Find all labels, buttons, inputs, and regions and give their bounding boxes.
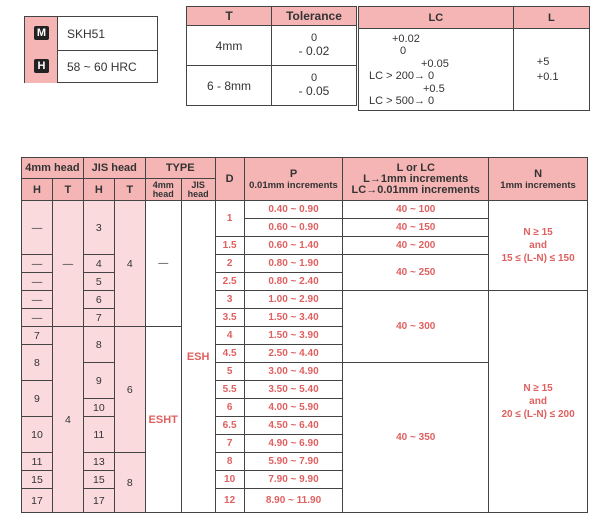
n-line: 15 ≤ (L-N) ≤ 150 xyxy=(501,253,575,264)
n-line: N ≥ 15 xyxy=(523,383,553,394)
l-sub2: LC→0.01mm increments xyxy=(351,183,480,196)
t4-cell: — xyxy=(52,201,83,327)
type-jis-cell: ESH xyxy=(181,201,215,513)
p-cell: 0.60 ~ 1.40 xyxy=(244,237,343,255)
length-tolerance-table xyxy=(358,6,590,111)
header-type-4mm: 4mm head xyxy=(145,179,181,201)
p-cell: 8.90 ~ 11.90 xyxy=(244,489,343,513)
n-line: 20 ≤ (L-N) ≤ 200 xyxy=(501,409,575,420)
d-cell: 8 xyxy=(215,453,244,471)
p-sub: 0.01mm increments xyxy=(249,179,338,191)
l-cell: 40 ~ 200 xyxy=(343,237,489,255)
material-value: SKH51 xyxy=(67,27,106,41)
t4-cell: 4 xyxy=(52,327,83,513)
type-4mm-cell: ESHT xyxy=(145,327,181,513)
l-lower: +0.1 xyxy=(536,71,559,83)
d-cell: 4 xyxy=(215,327,244,345)
table-row xyxy=(187,26,357,66)
p-cell: 0.60 ~ 0.90 xyxy=(244,219,343,237)
h4-cell: 10 xyxy=(22,417,53,453)
badge-cell xyxy=(25,50,58,83)
table-row xyxy=(187,66,357,106)
upper-tol: 0 xyxy=(310,32,318,44)
hj-cell: 17 xyxy=(83,489,114,513)
n-line: and xyxy=(529,396,547,407)
tj-cell: 6 xyxy=(114,327,145,453)
hardness-icon: H xyxy=(34,59,49,73)
d-cell: 3 xyxy=(215,291,244,309)
p-cell: 0.80 ~ 1.90 xyxy=(244,255,343,273)
n-line: and xyxy=(529,240,547,251)
h4-cell: — xyxy=(22,273,53,291)
p-cell: 5.90 ~ 7.90 xyxy=(244,453,343,471)
header-d: D xyxy=(215,158,244,201)
t-value: 4mm xyxy=(187,26,272,66)
lc500-upper: +0.5 xyxy=(423,83,445,95)
d-cell: 3.5 xyxy=(215,309,244,327)
d-cell: 4.5 xyxy=(215,345,244,363)
p-cell: 1.50 ~ 3.40 xyxy=(244,309,343,327)
table-row xyxy=(22,291,588,309)
l-cell: 40 ~ 300 xyxy=(343,291,489,363)
h4-cell: — xyxy=(22,201,53,255)
hj-cell: 8 xyxy=(83,327,114,363)
h4-cell: — xyxy=(22,291,53,309)
d-cell: 5.5 xyxy=(215,381,244,399)
n-sub: 1mm increments xyxy=(500,179,576,191)
lower-tol: - 0.05 xyxy=(298,84,330,98)
d-cell: 1 xyxy=(215,201,244,237)
material-row xyxy=(25,17,157,51)
d-cell: 1.5 xyxy=(215,237,244,255)
header-jis-t: T xyxy=(114,179,145,201)
material-icon: M xyxy=(34,26,49,40)
hj-cell: 6 xyxy=(83,291,114,309)
d-cell: 6 xyxy=(215,399,244,417)
d-cell: 5 xyxy=(215,363,244,381)
lc200-lower: LC > 200→ 0 xyxy=(369,70,435,82)
header-l: L xyxy=(513,7,589,29)
hj-cell: 3 xyxy=(83,201,114,255)
hj-cell: 15 xyxy=(83,471,114,489)
l-sub1: L→1mm increments xyxy=(363,172,469,185)
p-cell: 3.50 ~ 5.40 xyxy=(244,381,343,399)
hj-cell: 7 xyxy=(83,309,114,327)
hj-cell: 11 xyxy=(83,417,114,453)
header-lc: LC xyxy=(359,7,514,29)
l-title: L or LC xyxy=(396,161,435,174)
d-cell: 6.5 xyxy=(215,417,244,435)
h4-cell: 7 xyxy=(22,327,53,345)
lc-lower: 0 xyxy=(400,45,407,57)
d-cell: 12 xyxy=(215,489,244,513)
h4-cell: — xyxy=(22,255,53,273)
n-cell xyxy=(489,201,588,291)
l-cell: 40 ~ 250 xyxy=(343,255,489,291)
tolerance-value xyxy=(272,66,357,106)
hj-cell: 9 xyxy=(83,363,114,399)
p-cell: 4.50 ~ 6.40 xyxy=(244,417,343,435)
header-t: T xyxy=(187,7,272,26)
h4-cell: 8 xyxy=(22,345,53,381)
p-title: P xyxy=(289,167,298,180)
h4-cell: 11 xyxy=(22,453,53,471)
d-cell: 10 xyxy=(215,471,244,489)
hj-cell: 4 xyxy=(83,255,114,273)
header-4mm-t: T xyxy=(52,179,83,201)
d-cell: 2.5 xyxy=(215,273,244,291)
l-cell: 40 ~ 100 xyxy=(343,201,489,219)
tolerance-value xyxy=(272,26,357,66)
p-cell: 0.40 ~ 0.90 xyxy=(244,201,343,219)
p-cell: 1.00 ~ 2.90 xyxy=(244,291,343,309)
tj-cell: 8 xyxy=(114,453,145,513)
header-n xyxy=(489,158,588,201)
p-cell: 4.00 ~ 5.90 xyxy=(244,399,343,417)
lc-upper: +0.02 xyxy=(392,33,420,45)
p-cell: 1.50 ~ 3.90 xyxy=(244,327,343,345)
t-value: 6 - 8mm xyxy=(187,66,272,106)
d-cell: 7 xyxy=(215,435,244,453)
header-p xyxy=(244,158,343,201)
upper-tol: 0 xyxy=(310,72,318,84)
l-cell: 40 ~ 150 xyxy=(343,219,489,237)
h4-cell: 17 xyxy=(22,489,53,513)
header-4mm-head: 4mm head xyxy=(22,158,84,179)
lc500-lower: LC > 500→ 0 xyxy=(369,95,435,107)
header-jis-h: H xyxy=(83,179,114,201)
header-jis-head: JIS head xyxy=(83,158,145,179)
p-cell: 3.00 ~ 4.90 xyxy=(244,363,343,381)
p-cell: 4.90 ~ 6.90 xyxy=(244,435,343,453)
l-tolerance xyxy=(513,29,589,111)
l-upper: +5 xyxy=(536,56,550,68)
material-spec-box xyxy=(24,16,158,83)
d-cell: 2 xyxy=(215,255,244,273)
p-cell: 7.90 ~ 9.90 xyxy=(244,471,343,489)
header-type: TYPE xyxy=(145,158,215,179)
n-line: N ≥ 15 xyxy=(523,227,553,238)
table-row xyxy=(22,201,588,219)
p-cell: 0.80 ~ 2.40 xyxy=(244,273,343,291)
header-type-jis: JIS head xyxy=(181,179,215,201)
l-cell: 40 ~ 350 xyxy=(343,363,489,513)
h4-cell: — xyxy=(22,309,53,327)
h4-cell: 9 xyxy=(22,381,53,417)
type-4mm-cell: — xyxy=(145,201,181,327)
hj-cell: 10 xyxy=(83,399,114,417)
p-cell: 2.50 ~ 4.40 xyxy=(244,345,343,363)
header-tolerance: Tolerance xyxy=(272,7,357,26)
badge-cell xyxy=(25,17,58,50)
n-title: N xyxy=(534,167,543,180)
n-cell xyxy=(489,291,588,513)
header-l-lc xyxy=(343,158,489,201)
hardness-value: 58 ~ 60 HRC xyxy=(67,60,137,74)
hj-cell: 5 xyxy=(83,273,114,291)
lc-tolerance xyxy=(359,29,514,111)
tj-cell: 4 xyxy=(114,201,145,327)
dimension-table xyxy=(21,157,588,513)
header-4mm-h: H xyxy=(22,179,53,201)
hardness-row xyxy=(25,50,157,83)
lower-tol: - 0.02 xyxy=(298,44,330,58)
thickness-tolerance-table xyxy=(186,6,357,106)
hj-cell: 13 xyxy=(83,453,114,471)
lc200-upper: +0.05 xyxy=(421,58,449,70)
h4-cell: 15 xyxy=(22,471,53,489)
